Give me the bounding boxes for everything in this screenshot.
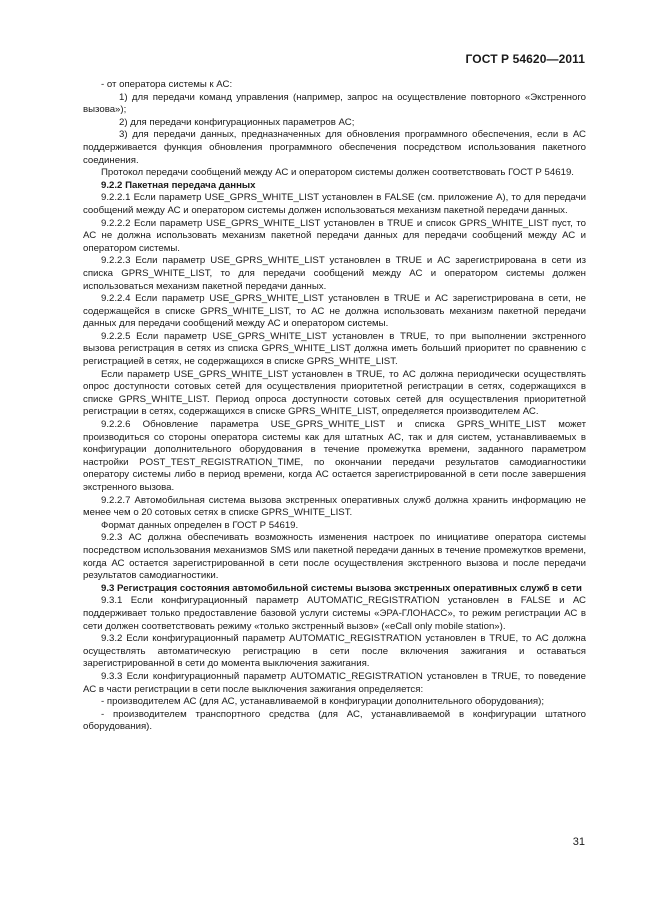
document-body bbox=[83, 79, 586, 734]
paragraph: 9.3.3 Если конфигурационный параметр AUTOMATIC_REGISTRATION установлен в TRUE, то поведение АС в части регистрации в сети после выключения зажигания определяется: bbox=[83, 670, 586, 695]
paragraph: 9.2.2.2 Если параметр USE_GPRS_WHITE_LIST установлен в TRUE и список GPRS_WHITE_LIST пуст, то АС не должна использовать механизм пакетной передачи данных для передачи сообщений между АС и оператором системы. bbox=[83, 217, 586, 254]
paragraph: 3) для передачи данных, предназначенных для обновления программного обеспечения, если в АС поддерживается функция обновления программного обеспечения посредством использования пакетного соединения. bbox=[83, 129, 586, 166]
paragraph: 2) для передачи конфигурационных параметров АС; bbox=[119, 116, 355, 128]
paragraph: - от оператора системы к АС: bbox=[101, 79, 233, 90]
paragraph: 9.2.2.1 Если параметр USE_GPRS_WHITE_LIST установлен в FALSE (см. приложение А), то для передачи сообщений между АС и оператором системы должен использоваться механизм пакетной передачи данных. bbox=[83, 192, 586, 216]
document-code-header: ГОСТ Р 54620—2011 bbox=[465, 52, 585, 66]
page-number: 31 bbox=[572, 836, 585, 848]
paragraph: 9.3.1 Если конфигурационный параметр AUTOMATIC_REGISTRATION установлен в FALSE и АС поддерживает только предоставление базовой услуги системы «ЭРА-ГЛОНАСС», то режим регистрации АС в сети должен соответствовать режиму «только экстренный вызов» («eCall only mobile station»). bbox=[83, 595, 586, 632]
paragraph: 9.2.2.4 Если параметр USE_GPRS_WHITE_LIST установлен в TRUE и АС зарегистрирована в сети, не содержащейся в списке GPRS_WHITE_LIST, то АС не должна использовать механизм пакетной передачи данных для передачи сообщений между АС и оператором системы. bbox=[83, 293, 586, 330]
paragraph: - производителем транспортного средства (для АС, устанавливаемой в конфигурации штатного оборудования). bbox=[83, 708, 586, 733]
paragraph: 9.2.2.6 Обновление параметра USE_GPRS_WHITE_LIST и списка GPRS_WHITE_LIST может производиться со стороны оператора системы как для штатных АС, так и для систем, устанавливаемых в конфигурации дополнительного оборудования в течение промежутка времени, заданного параметром настройки POST_TEST_REGISTRATION_TIME, по окончании передачи результатов самодиагностики оператору системы либо в период времени, когда АС остается зарегистрированной в сети после завершения экстренного вызова. bbox=[83, 419, 586, 493]
section-heading: 9.2.2 Пакетная передача данных bbox=[101, 179, 256, 191]
paragraph: 1) для передачи команд управления (например, запрос на осуществление повторного «Экстренного вызова»); bbox=[83, 91, 586, 116]
paragraph: 9.3.2 Если конфигурационный параметр AUTOMATIC_REGISTRATION установлен в TRUE, то АС должна осуществлять автоматическую регистрацию в сети после включения зажигания и оставаться зарегистрированной в сети до момента выключения зажигания. bbox=[83, 633, 586, 670]
paragraph: Протокол передачи сообщений между АС и оператором системы должен соответствовать ГОСТ Р 54619. bbox=[101, 167, 574, 179]
section-heading: 9.3 Регистрация состояния автомобильной системы вызова экстренных оперативных служб в сети bbox=[101, 582, 582, 594]
paragraph: Если параметр USE_GPRS_WHITE_LIST установлен в TRUE, то АС должна периодически осуществлять опрос доступности сотовых сетей для осуществления приоритетной регистрации в сетях, содержащихся в списке GPRS_WHITE_LIST. Период опроса доступности сотовых сетей для осуществления приоритетной регистрации в сетях, содержащихся в списке GPRS_WHITE_LIST, определяется производителем АС. bbox=[83, 368, 586, 418]
paragraph: - производителем АС (для АС, устанавливаемой в конфигурации дополнительного оборудования); bbox=[101, 696, 545, 708]
paragraph: 9.2.2.3 Если параметр USE_GPRS_WHITE_LIST установлен в TRUE и АС зарегистрирована в сети из списка GPRS_WHITE_LIST, то для передачи сообщений между АС и оператором системы должен использоваться механизм пакетной передачи данных. bbox=[83, 255, 586, 292]
paragraph: 9.2.3 АС должна обеспечивать возможность изменения настроек по инициативе оператора системы посредством использования механизмов SMS или пакетной передачи данных в течение промежутков времени, когда АС остается зарегистрированной в сети после осуществления экстренного вызова и после передачи результатов самодиагностики. bbox=[83, 532, 586, 582]
paragraph: Формат данных определен в ГОСТ Р 54619. bbox=[101, 519, 299, 531]
paragraph: 9.2.2.7 Автомобильная система вызова экстренных оперативных служб должна хранить информацию не менее чем о 20 сотовых сетях в списке GPRS_WHITE_LIST. bbox=[83, 494, 586, 519]
paragraph: 9.2.2.5 Если параметр USE_GPRS_WHITE_LIST установлен в TRUE, то при выполнении экстренного вызова регистрация в сетях из списка GPRS_WHITE_LIST должна иметь больший приоритет по сравнению с регистрацией в сетях, не содержащихся в списке GPRS_WHITE_LIST. bbox=[83, 330, 586, 368]
